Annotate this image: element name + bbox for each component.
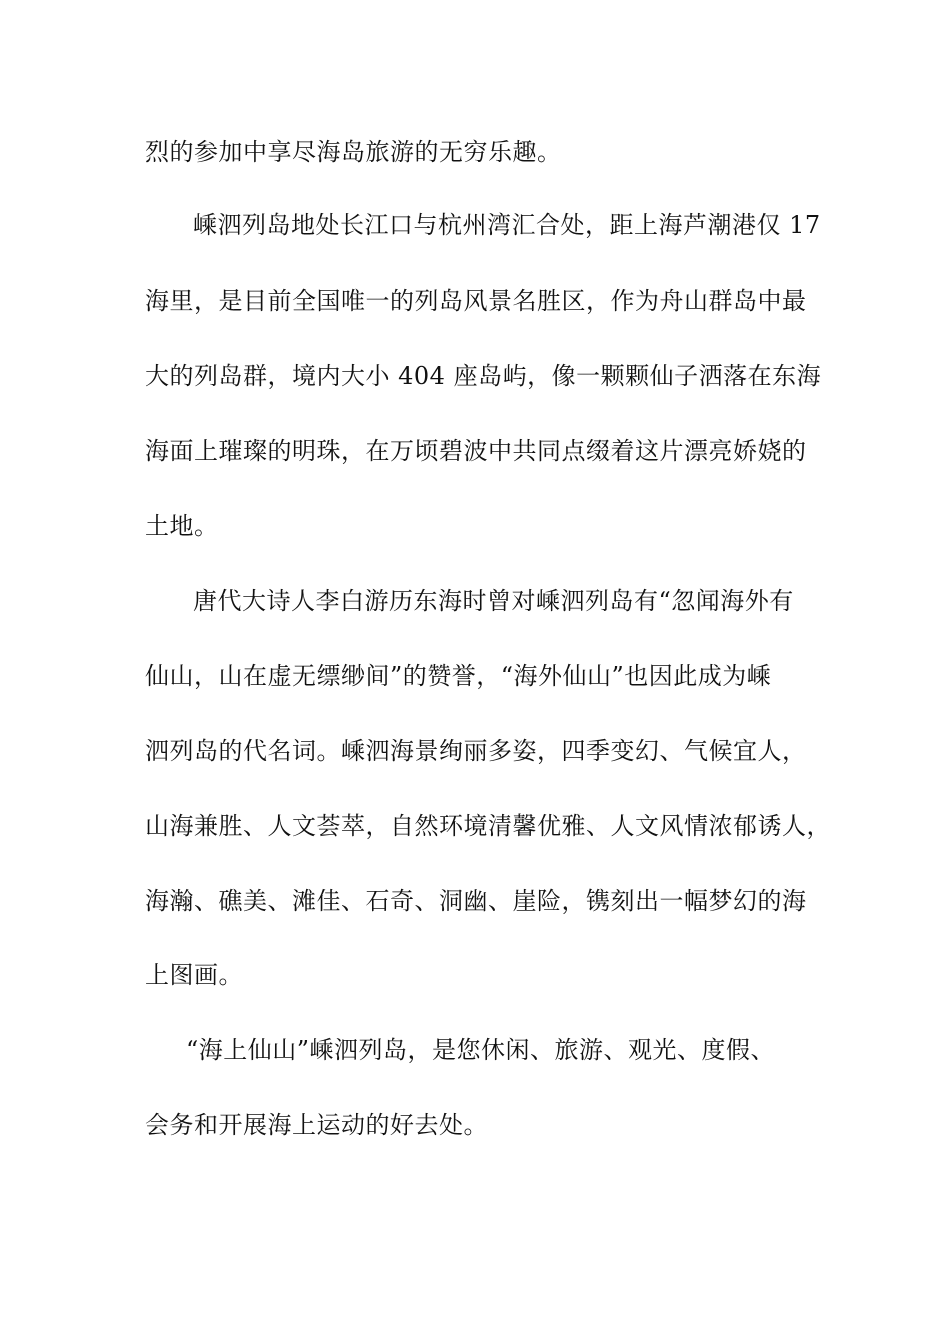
paragraph-2-line-3: 大的列岛群，境内大小 404 座岛屿，像一颗颗仙子洒落在东海: [145, 362, 822, 390]
paragraph-1-line-1: 烈的参加中享尽海岛旅游的无穷乐趣。: [145, 138, 562, 166]
paragraph-4-line-2: 会务和开展海上运动的好去处。: [145, 1111, 488, 1139]
paragraph-2-line-5: 土地。: [145, 512, 219, 540]
paragraph-2-line-2: 海里，是目前全国唯一的列岛风景名胜区，作为舟山群岛中最: [145, 287, 807, 315]
paragraph-3-line-1: 唐代大诗人李白游历东海时曾对嵊泗列岛有“忽闻海外有: [193, 587, 794, 615]
paragraph-3-line-3: 泗列岛的代名词。嵊泗海景绚丽多姿，四季变幻、气候宜人，: [145, 737, 807, 765]
paragraph-2-line-4: 海面上璀璨的明珠，在万顷碧波中共同点缀着这片漂亮娇娆的: [145, 437, 807, 465]
paragraph-3-line-5: 海瀚、礁美、滩佳、石奇、洞幽、崖险，镌刻出一幅梦幻的海: [145, 887, 807, 915]
paragraph-3-line-6: 上图画。: [145, 961, 243, 989]
paragraph-3-line-4: 山海兼胜、人文荟萃，自然环境清馨优雅、人文风情浓郁诱人，: [145, 812, 831, 840]
paragraph-3-line-2: 仙山，山在虚无缥缈间”的赞誉，“海外仙山”也因此成为嵊: [145, 662, 772, 690]
paragraph-4-line-1: “海上仙山”嵊泗列岛，是您休闲、旅游、观光、度假、: [186, 1036, 776, 1064]
paragraph-2-line-1: 嵊泗列岛地处长江口与杭州湾汇合处，距上海芦潮港仅 17: [193, 211, 821, 239]
